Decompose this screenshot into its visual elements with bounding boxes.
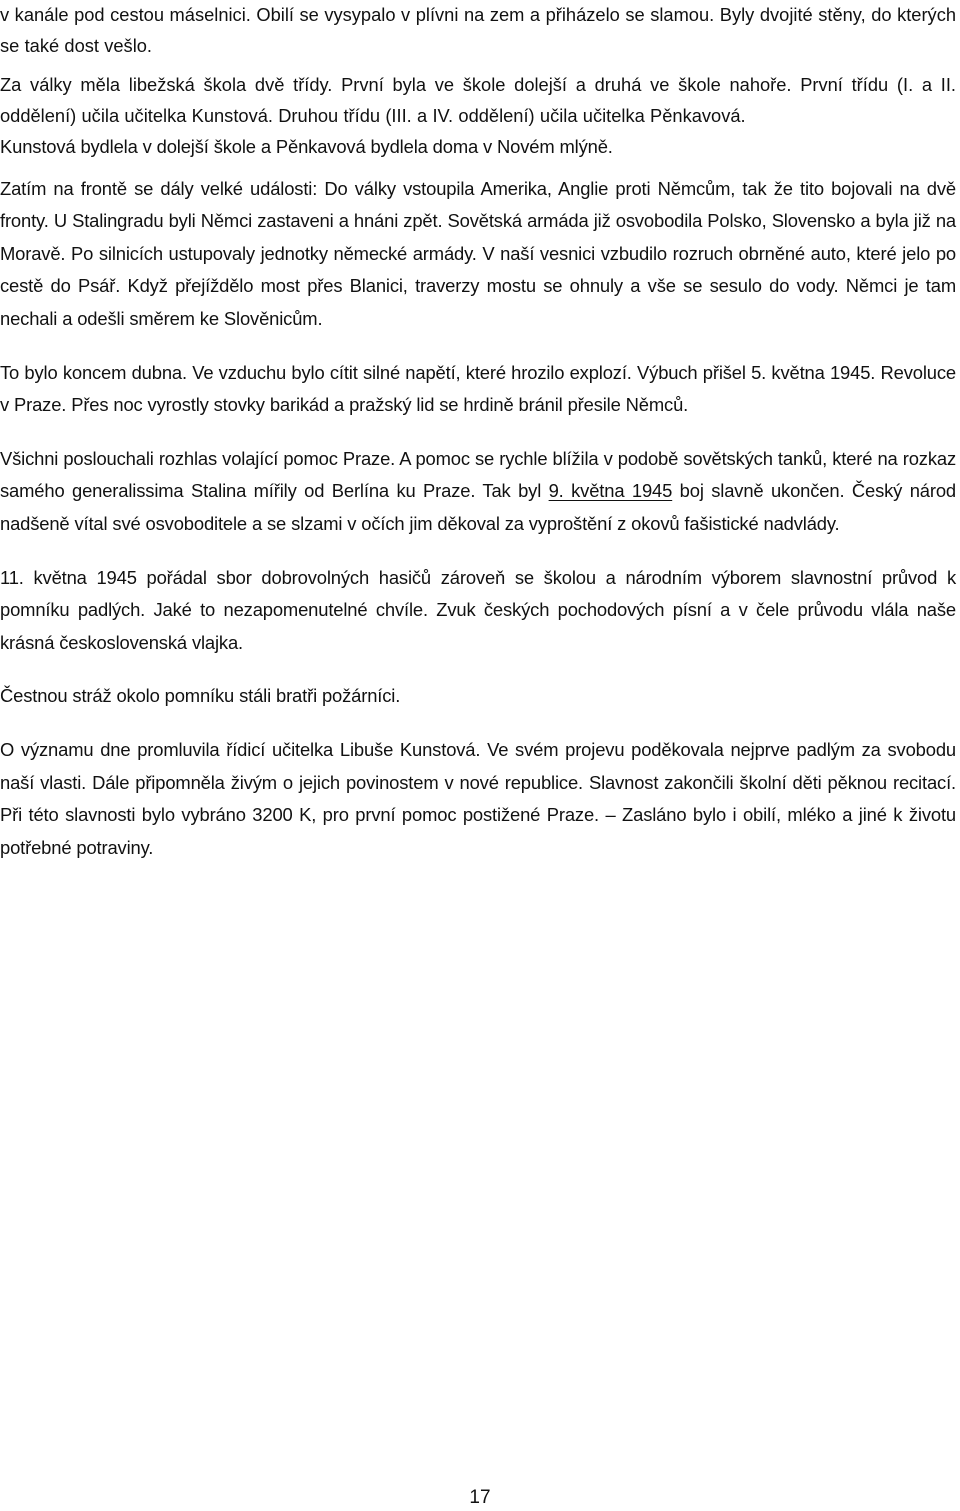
paragraph-6-text-before: Všichni poslouchali rozhlas volající pomoc Praze. A pomoc se rychle blížila v podobě sovětských tanků, které na rozkaz samého generalissima Stalina mířily od Berlína ku Praze. Tak byl	[0, 447, 956, 502]
paragraph-7: 11. května 1945 pořádal sbor dobrovolných hasičů zároveň se školou a národním výborem slavnostní průvod k pomníku padlých. Jaké to nezapomenutelné chvíle. Zvuk českých pochodových písní a v čele průvodu vlála naše krásná československá vlajka.	[0, 566, 956, 653]
paragraph-4: Zatím na frontě se dály velké události: Do války vstoupila Amerika, Anglie proti Němcům, tak že tito bojovali na dvě fronty. U Stalingradu byli Němci zastaveni a hnáni zpět. Sovětská armáda již osvobodila Polsko, Slovensko a byla již na Moravě. Po silnicích ustupovaly jednotky německé armády. V naší vesnici vzbudilo rozruch obrněné auto, které jelo po cestě do Psář. Když přejíždělo most přes Blanici, traverzy mostu se ohnuly a vše se sesulo do vody. Němci je tam nechali a odešli směrem ke Slověnicům.	[0, 177, 956, 329]
paragraph-3: Kunstová bydlela v dolejší škole a Pěnkavová bydlela doma v Novém mlýně.	[0, 136, 613, 157]
paragraph-6	[0, 443, 956, 541]
underlined-date: 9. května 1945	[548, 480, 673, 502]
paragraph-2: Za války měla libežská škola dvě třídy. První byla ve škole dolejší a druhá ve škole nahoře. První třídu (I. a II. oddělení) učila učitelka Kunstová. Druhou třídu (III. a IV. oddělení) učila učitelka Pěnkavová.	[0, 74, 956, 126]
paragraph-5: To bylo koncem dubna. Ve vzduchu bylo cítit silné napětí, které hrozilo explozí. Výbuch přišel 5. května 1945. Revoluce v Praze. Přes noc vyrostly stovky barikád a pražský lid se hrdině bránil přesile Němců.	[0, 361, 956, 416]
page-number: 17	[469, 1487, 491, 1508]
paragraph-6-text-after: boj slavně ukončen. Český národ nadšeně vítal své osvoboditele a se slzami v očích jim děkoval za vyproštění z okovů fašistické nadvlády.	[0, 480, 956, 534]
paragraph-8: Čestnou stráž okolo pomníku stáli bratři požárníci.	[0, 685, 401, 707]
paragraph-9: O významu dne promluvila řídicí učitelka Libuše Kunstová. Ve svém projevu poděkovala nejprve padlým za svobodu naší vlasti. Dále připomněla živým o jejich povinostem v nové republice. Slavnost zakončili školní děti pěknou recitací. Při této slavnosti bylo vybráno 3200 K, pro první pomoc postižené Praze. – Zasláno bylo i obilí, mléko a jiné k životu potřebné potraviny.	[0, 738, 956, 858]
paragraph-1: v kanále pod cestou máselnici. Obilí se vysypalo v plívni na zem a přiházelo se slamou. Byly dvojité stěny, do kterých se také dost vešlo.	[0, 4, 956, 56]
